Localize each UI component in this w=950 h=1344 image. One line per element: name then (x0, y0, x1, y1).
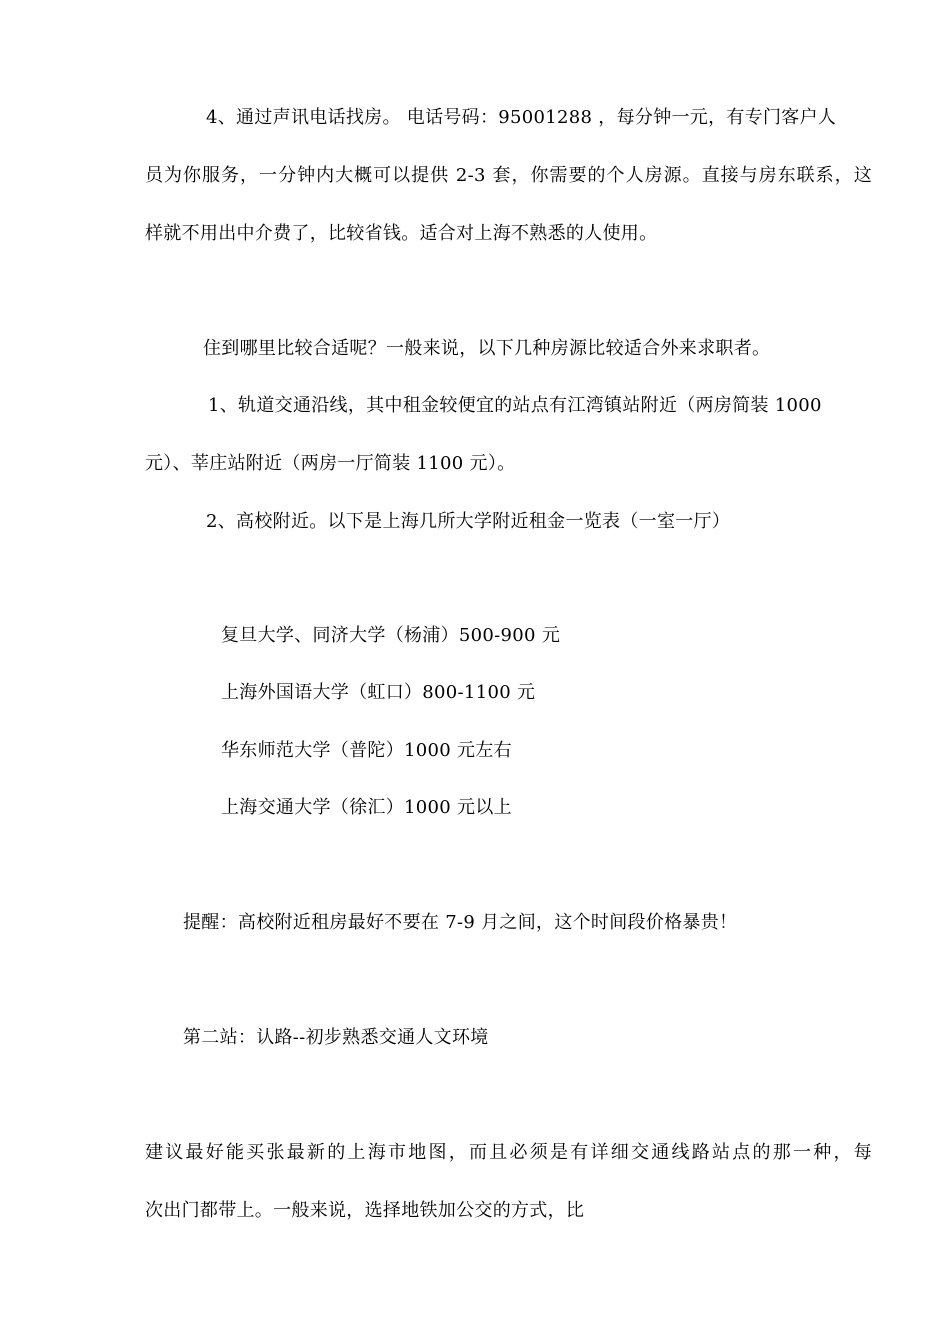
rent-list-item: 复旦大学、同济大学（杨浦）500-900 元 (221, 625, 561, 646)
intro-paragraph: 住到哪里比较合适呢？一般来说，以下几种房源比较适合外来求职者。 (203, 338, 771, 359)
rent-list-item: 华东师范大学（普陀）1000 元左右 (221, 740, 512, 761)
section-heading: 第二站：认路--初步熟悉交通人文环境 (183, 1027, 489, 1048)
rent-list-item: 上海交通大学（徐汇）1000 元以上 (221, 797, 512, 818)
rent-list-item: 上海外国语大学（虹口）800-1100 元 (221, 682, 536, 703)
map-paragraph-line-1: 建议最好能买张最新的上海市地图，而且必须是有详细交通线路站点的那一种，每 (145, 1142, 872, 1163)
phone-paragraph-line-2: 员为你服务，一分钟内大概可以提供 2-3 套，你需要的个人房源。直接与房东联系，这 (145, 165, 872, 186)
rail-item-line-1: 1、轨道交通沿线，其中租金较便宜的站点有江湾镇站附近（两房简装 1000 (208, 395, 822, 416)
phone-paragraph-line-3: 样就不用出中介费了，比较省钱。适合对上海不熟悉的人使用。 (145, 223, 658, 244)
reminder-paragraph: 提醒：高校附近租房最好不要在 7-9 月之间，这个时间段价格暴贵！ (183, 912, 738, 933)
campus-item: 2、高校附近。以下是上海几所大学附近租金一览表（一室一厅） (206, 511, 731, 532)
rail-item-line-2: 元）、莘庄站附近（两房一厅简装 1100 元）。 (145, 453, 516, 474)
map-paragraph-line-2: 次出门都带上。一般来说，选择地铁加公交的方式，比 (145, 1200, 585, 1221)
phone-paragraph-line-1: 4、通过声讯电话找房。 电话号码：95001288 ，每分钟一元，有专门客户人 (206, 107, 837, 128)
